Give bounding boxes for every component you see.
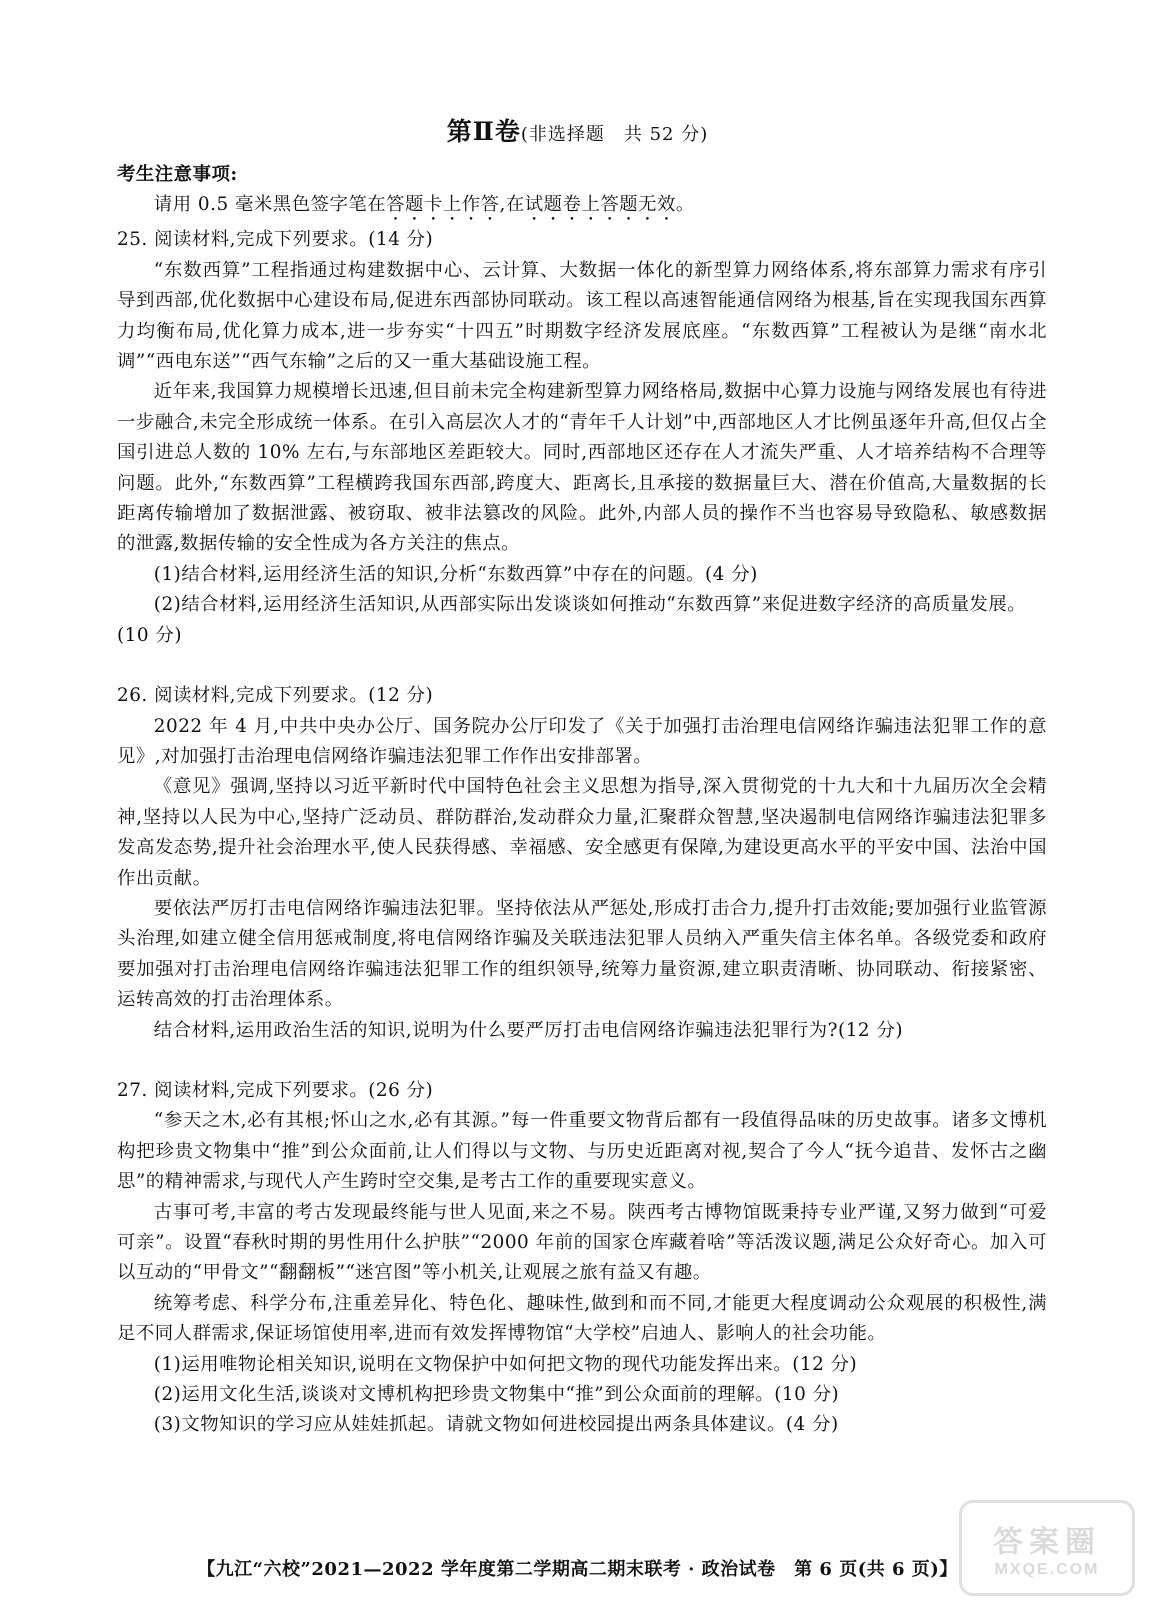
q27-paragraph: “参天之木,必有其根;怀山之水,必有其源。”每一件重要文物背后都有一段值得品味的历史故事。诸多文博机构把珍贵文物集中“推”到公众面前,让人们得以与文物、与历史近距离对视,契合了今人“抚今追昔、发怀古之幽思”的精神需求,与现代人产生跨时空交集,是考古工作的重要现实意义。 [117,1110,1047,1193]
q26-question: 结合材料,运用政治生活的知识,说明为什么要严厉打击电信网络诈骗违法犯罪行为?(12 分) [153,1019,904,1041]
section-subtitle: (非选择题 共 52 分) [520,124,709,145]
watermark-logo [959,1500,1135,1596]
q26-paragraph: 2022 年 4 月,中共中央办公厅、国务院办公厅印发了《关于加强打击治理电信网络诈骗违法犯罪工作的意见》,对加强打击治理电信网络诈骗违法犯罪工作作出安排部署。 [117,715,1047,767]
notice-emphasis-2: 试题卷上答题无效 [524,194,676,216]
notice-text-before: 请用 0.5 毫米黑色签字笔在 [153,194,387,216]
section-title-main: 第Ⅱ卷 [446,117,521,146]
section-title [0,112,1155,148]
page-footer: 【九江“六校”2021—2022 学年度第二学期高二期末联考 · 政治试卷 第 6 页(共 6 页)】 [197,1559,958,1580]
notice-text-middle: ,在 [499,194,525,216]
q27-subquestion-2: (2)运用文化生活,谈谈对文博机构把珍贵文物集中“推”到公众面前的理解。(10 分) [153,1384,840,1406]
q27-subquestion-3: (3)文物知识的学习应从娃娃抓起。请就文物如何进校园提出两条具体建议。(4 分) [153,1414,839,1436]
q25-subquestion-1: (1)结合材料,运用经济生活的知识,分析“东数西算”中存在的问题。(4 分) [153,563,758,585]
q25-subquestion-2: (2)结合材料,运用经济生活知识,从西部实际出发谈谈如何推动“东数西算”来促进数字经济的高质量发展。(10 分) [117,594,1027,646]
notice-emphasis-1: 答题卡上作答 [386,194,500,216]
q27-heading: 27. 阅读材料,完成下列要求。(26 分) [117,1079,434,1101]
q27-paragraph: 统筹考虑、科学分布,注重差异化、特色化、趣味性,做到和而不同,才能更大程度调动公众观展的积极性,满足不同人群需求,保证场馆使用率,进而有效发挥博物馆“大学校”启迪人、影响人的社会功能。 [117,1292,1047,1345]
q26-paragraph: 要依法严厉打击电信网络诈骗违法犯罪。坚持依法从严惩处,形成打击合力,提升打击效能;要加强行业监管源头治理,如建立健全信用惩戒制度,将电信网络诈骗及关联违法犯罪人员纳入严重失信主体名单。各级党委和政府要加强对打击治理电信网络诈骗违法犯罪工作的组织领导,统筹力量资源,建立职责清晰、协同联动、衔接紧密、运转高效的打击治理体系。 [117,897,1047,1011]
content-body [117,160,1047,1441]
q27-paragraph: 古事可考,丰富的考古发现最终能与世人见面,来之不易。陕西考古博物馆既秉持专业严谨,又努力做到“可爱可亲”。设置“春秋时期的男性用什么护肤”“2000 年前的国家仓库藏着啥”等活泼议题,满足公众好奇心。加入可以互动的“甲骨文”“翻翻板”“迷宫图”等小机关,让观展之旅有益又有趣。 [117,1201,1047,1284]
notice-text [117,190,1047,225]
q26-heading: 26. 阅读材料,完成下列要求。(12 分) [117,685,434,707]
watermark-text: 答案圈 [993,1526,1101,1559]
q25-paragraph: 近年来,我国算力规模增长迅速,但目前未完全构建新型算力网络格局,数据中心算力设施与网络发展也有待进一步融合,未完全形成统一体系。在引入高层次人才的“青年千人计划”中,西部地区人才比例虽逐年升高,但仅占全国引进总人数的 10% 左右,与东部地区差距较大。同时,西部地区还存在人才流失严重、人才培养结构不合理等问题。此外,“东数西算”工程横跨我国东西部,跨度大、距离长,且承接的数据量巨大、潜在价值高,大量数据的长距离传输增加了数据泄露、被窃取、被非法篡改的风险。此外,内部人员的操作不当也容易导致隐私、敏感数据的泄露,数据传输的安全性成为各方关注的焦点。 [117,381,1047,555]
q27-subquestion-1: (1)运用唯物论相关知识,说明在文物保护中如何把文物的现代功能发挥出来。(12 分) [153,1353,858,1375]
q26-paragraph: 《意见》强调,坚持以习近平新时代中国特色社会主义思想为指导,深入贯彻党的十九大和十九届历次全会精神,坚持以人民为中心,坚持广泛动员、群防群治,发动群众力量,汇聚群众智慧,坚决遏制电信网络诈骗违法犯罪多发高发态势,提升社会治理水平,使人民获得感、幸福感、安全感更有保障,为建设更高水平的平安中国、法治中国作出贡献。 [117,776,1047,889]
q25-paragraph: “东数西算”工程指通过构建数据中心、云计算、大数据一体化的新型算力网络体系,将东部算力需求有序引导到西部,优化数据中心建设布局,促进东西部协同联动。该工程以高速智能通信网络为根基,旨在实现我国东西算力均衡布局,优化算力成本,进一步夯实“十四五”时期数字经济发展底座。“东数西算”工程被认为是继“南水北调”“西电东送”“西气东输”之后的又一重大基础设施工程。 [117,259,1047,373]
watermark-url: MXQE.COM [994,1561,1100,1578]
notice-text-after: 。 [675,194,695,216]
notice-heading: 考生注意事项: [117,164,238,185]
q25-heading: 25. 阅读材料,完成下列要求。(14 分) [117,229,434,251]
